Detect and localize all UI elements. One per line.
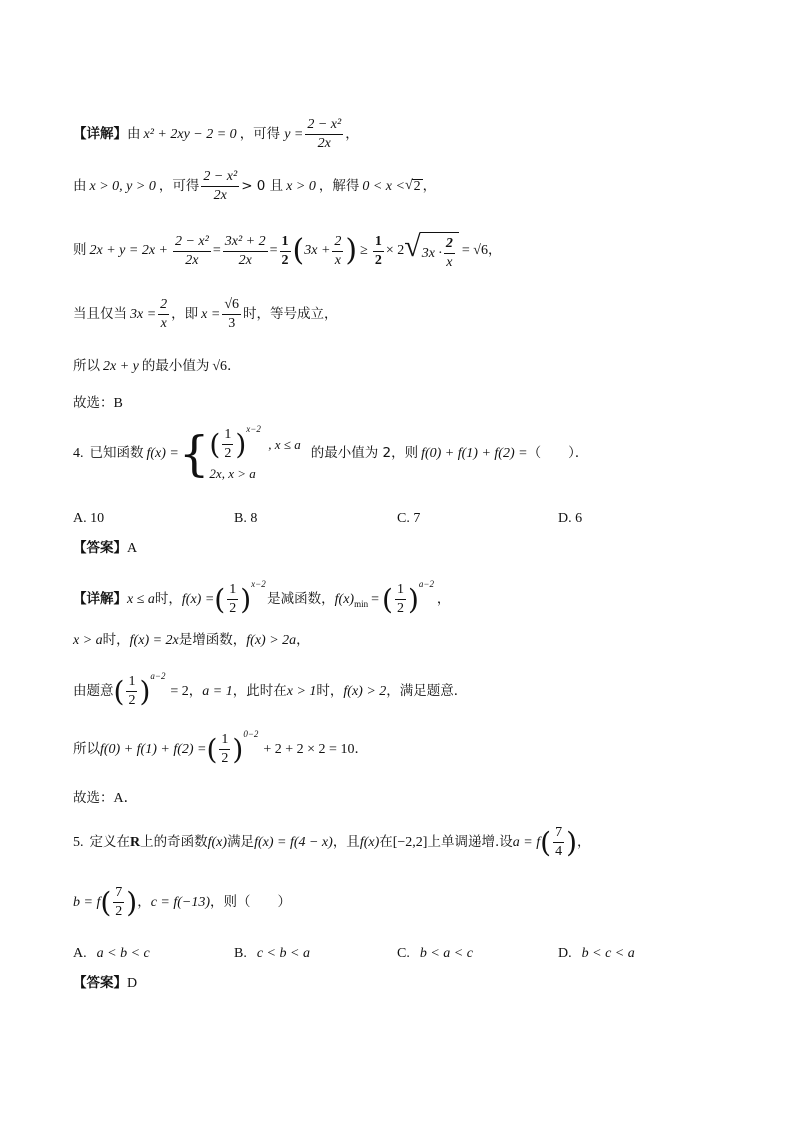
q4-choice: 故选： A．	[73, 790, 138, 807]
fraction: $\frac{\text{2 − x²}}{2x}$	[307, 117, 342, 151]
q4-option-c[interactable]: C. 7	[397, 511, 421, 526]
q4-option-d[interactable]: D. 6	[558, 511, 583, 526]
piecewise-cases: ( $\frac{1}{2}$ ) x−2 , x ≤ a 2x, x > a	[209, 423, 301, 481]
p3-line-2: 由 x > 0, y > 0 ，可得 $\frac{\text{2 − x²}}{2x}$ > 0 且 x > 0 ，解得 0 < x < √ 2 ，	[73, 169, 437, 203]
question-number: 4.	[73, 446, 84, 461]
paren-open: (	[292, 233, 305, 268]
q4-answer: 【答案】 A	[73, 540, 138, 557]
q4-stem: 4. 已知函数 f(x) = { ( $\frac{1}{2}$ ) x−2 , x ≤ a 2x, x > a 的最小值为 2，则 f(0) + f(1) + f(2) = （ ）．	[73, 423, 589, 482]
q5-option-b[interactable]: B. c < b < a	[234, 946, 310, 961]
p3-line-4: 当且仅当 3x = $\frac{2}{x}$ ，即 x = $\frac{√6}{3}$ 时，等号成立，	[73, 297, 338, 331]
q4-option-b[interactable]: B. 8	[234, 511, 258, 526]
q5-answer: 【答案】 D	[73, 975, 138, 992]
sqrt-product: √ 3x · $\frac{2}{x}$	[404, 232, 459, 270]
q5-option-d[interactable]: D. b < c < a	[558, 946, 635, 961]
sqrt-2: √ 2	[404, 178, 421, 194]
piecewise-brace: {	[178, 426, 210, 482]
fraction: $\frac{\text{2 − x²}}{2x}$	[203, 169, 238, 203]
q4-option-a[interactable]: A. 10	[73, 511, 105, 526]
q5-stem-1: 5. 定义在 R 上的奇函数 f(x) 满足 f(x) = f(4 − x) ，且 f(x) 在 [−2,2] 上单调递增.设 a = f ( $\frac{7}{4}$ ) ，	[73, 825, 591, 859]
q4-detail-3: 由题意 ( $\frac{1}{2}$ ) a−2 = 2 ， a = 1 ，此时在 x > 1 时， f(x) > 2 ，满足题意．	[73, 670, 468, 708]
q5-option-a[interactable]: A. a < b < c	[73, 946, 150, 961]
p3-line-5: 所以 2x + y 的最小值为 √6 ．	[73, 358, 241, 375]
q5-option-c[interactable]: C. b < a < c	[397, 946, 473, 961]
p3-choice: 故选： B	[73, 395, 123, 412]
q4-detail-1: 【详解】 x ≤ a 时， f(x) = ( $\frac{1}{2}$ ) x−2 是减函数， f(x) min = ( $\frac{1}{2}$ ) a−2 ，	[73, 578, 451, 616]
q4-detail-2: x > a 时， f(x) = 2x 是增函数， f(x) > 2a ，	[73, 632, 310, 649]
q4-detail-4: 所以 f(0) + f(1) + f(2) = ( $\frac{1}{2}$ ) 0−2 + 2 + 2 × 2 = 10 ．	[73, 728, 368, 766]
paren-close: )	[345, 233, 358, 268]
p3-line-1: 【详解】 由 x² + 2xy − 2 = 0 ，可得 y = $\frac{\text{2 − x²}}{2x}$ ，	[73, 117, 359, 151]
q5-stem-2: b = f ( $\frac{7}{2}$ ) ， c = f(−13) ，则（ ）	[73, 885, 292, 919]
p3-line-3: 则 2x + y = 2x + $\frac{\text{2 − x²}}{2x}$ = $\frac{\text{3x² + 2}}{2x}$ = $\frac{1}{2}$ ( 3x + $\frac{2}{x}$ ) ≥ $\frac{1}{2}$ × 2 √ 3x · $\frac{2}{x}$ = √6 ，	[73, 230, 502, 270]
question-number: 5.	[73, 834, 84, 850]
detail-label: 【详解】	[73, 125, 127, 142]
